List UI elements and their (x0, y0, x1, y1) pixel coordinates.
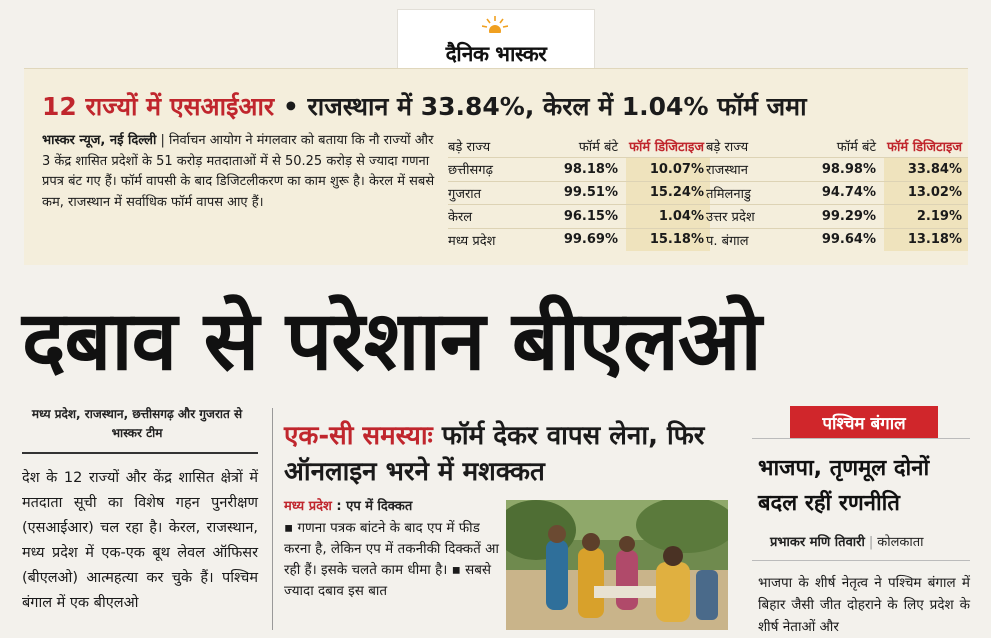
sir-body-text: | निर्वाचन आयोग ने मंगलवार को बताया कि नौ राज्यों और 3 केंद्र शासित प्रदेशों के 51 करोड़ मतदाताओं में से 50.25 करोड़ से ज्यादा गणना प्रपत्र बंट गए हैं। फॉर्म वापसी के बाद डिजिटलीकरण का काम शुरू है। केरल में सबसे कम, राजस्थान में सर्वाधिक फॉर्म वापस आए हैं। (42, 133, 435, 210)
center-headline-dark: फॉर्म देकर वापस लेना, फिर ऑनलाइन भरने में मशक्कत (284, 421, 705, 487)
right-byline (770, 532, 924, 550)
digitized-value: 1.04% (626, 205, 710, 228)
distributed-value: 99.29% (821, 208, 876, 224)
col-header-digitized: फॉर्म डिजिटाइज (629, 140, 704, 155)
center-article-body: ▪ गणना पत्रक बांटने के बाद एप में फीड करना है, लेकिन एप में तकनीकी दिक्कतें आ रही हैं। इसके चलते काम धीमा है। ▪ सबसे ज्यादा दबाव इस बात (284, 520, 499, 599)
digitized-value: 2.19% (884, 205, 968, 228)
newspaper-title: दैनिक भास्कर (445, 42, 547, 66)
digitized-value: 13.18% (884, 229, 968, 252)
sir-headline-red: 12 राज्यों में एसआईआर (42, 92, 275, 121)
table-row (448, 204, 710, 228)
table-row (706, 204, 968, 228)
col-header-state: बड़े राज्य (448, 140, 491, 155)
distributed-value: 99.69% (563, 232, 618, 248)
state-name: उत्तर प्रदेश (706, 210, 755, 226)
sir-headline-dark: • राजस्थान में 33.84%, केरल में 1.04% फॉर्म जमा (274, 92, 807, 121)
state-name: प. बंगाल (706, 233, 749, 249)
byline-separator: | (868, 535, 874, 550)
sun-logo-icon (482, 16, 508, 36)
table-row (448, 181, 710, 205)
state-name: तमिलनाडु (706, 186, 751, 202)
states-table-left (448, 135, 710, 251)
digitized-value: 10.07% (626, 158, 710, 181)
col-header-distributed: फॉर्म बंटे (578, 140, 618, 155)
digitized-value: 15.24% (626, 182, 710, 205)
col-header-digitized: फॉर्म डिजिटाइज (887, 140, 962, 155)
state-name: गुजरात (448, 186, 482, 202)
right-mid-rule (752, 560, 970, 561)
main-headline: दबाव से परेशान बीएलओ (22, 294, 761, 389)
col-header-distributed: फॉर्म बंटे (836, 140, 876, 155)
author-name: प्रभाकर मणि तिवारी (770, 535, 865, 550)
center-headline (284, 418, 734, 490)
right-headline: भाजपा, तृणमूल दोनों बदल रहीं रणनीति (758, 456, 930, 516)
table-row (706, 228, 968, 252)
center-subhead-text: : एप में दिक्कत (331, 499, 413, 514)
distributed-value: 96.15% (563, 208, 618, 224)
state-name: छत्तीसगढ़ (448, 163, 493, 179)
table-row (706, 157, 968, 181)
table-header (448, 135, 710, 157)
blo-photo (506, 500, 728, 630)
west-bengal-tag: पश्चिम बंगाल (790, 406, 938, 438)
distributed-value: 98.18% (563, 161, 618, 177)
center-subhead (284, 496, 412, 514)
sir-headline (42, 89, 807, 123)
state-name: राजस्थान (706, 163, 749, 179)
right-top-rule (752, 438, 970, 439)
photo-illustration (506, 500, 728, 630)
states-table-right (706, 135, 968, 251)
sir-info-box (24, 68, 968, 265)
center-headline-red: एक-सी समस्याः (284, 421, 433, 451)
table-row (706, 181, 968, 205)
left-byline: मध्य प्रदेश, राजस्थान, छत्तीसगढ़ और गुजरात से भास्कर टीम (31, 407, 243, 440)
digitized-value: 33.84% (884, 158, 968, 181)
sir-dateline: भास्कर न्यूज, नई दिल्ली (42, 133, 157, 148)
left-divider (22, 452, 258, 454)
state-name: मध्य प्रदेश (448, 233, 496, 249)
distributed-value: 94.74% (821, 185, 876, 201)
col-header-state: बड़े राज्य (706, 140, 749, 155)
byline-place: कोलकाता (877, 535, 924, 550)
table-header (706, 135, 968, 157)
sir-article-body (42, 131, 442, 213)
digitized-value: 15.18% (626, 229, 710, 252)
center-subhead-state: मध्य प्रदेश (284, 499, 332, 514)
table-row (448, 228, 710, 252)
table-row (448, 157, 710, 181)
distributed-value: 99.51% (563, 185, 618, 201)
left-article-body: देश के 12 राज्यों और केंद्र शासित क्षेत्रों में मतदाता सूची का विशेष गहन पुनरीक्षण (एसआईआर) चल रहा है। केरल, राजस्थान, मध्य प्रदेश में एक-एक बूथ लेवल ऑफिसर (बीएलओ) आत्महत्या कर चुके हैं। पश्चिम बंगाल में एक बीएलओ (22, 470, 258, 611)
right-article-body: भाजपा के शीर्ष नेतृत्व ने पश्चिम बंगाल में बिहार जैसी जीत दोहराने के लिए प्रदेश के शीर्ष नेताओं और (758, 575, 970, 635)
state-name: केरल (448, 210, 473, 226)
digitized-value: 13.02% (884, 182, 968, 205)
distributed-value: 98.98% (821, 161, 876, 177)
distributed-value: 99.64% (821, 232, 876, 248)
